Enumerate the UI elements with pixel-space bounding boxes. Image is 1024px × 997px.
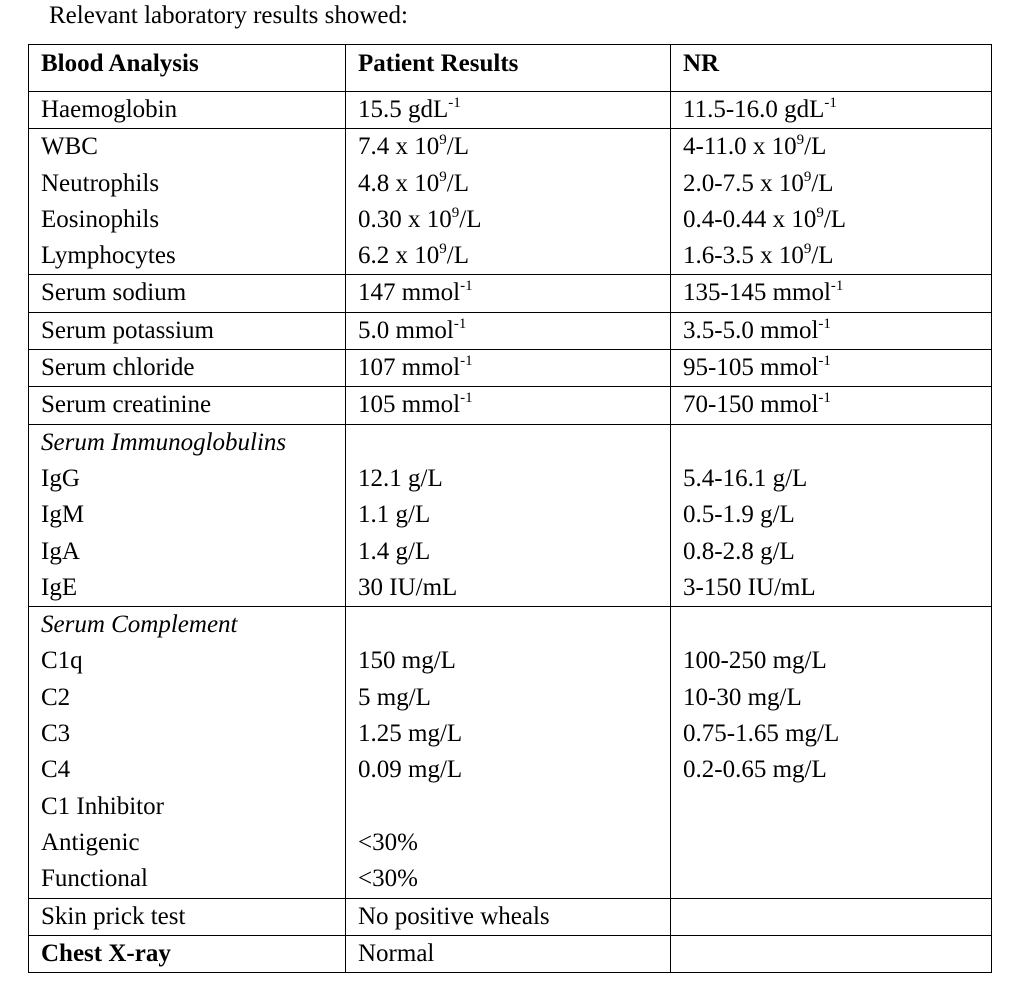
- analysis-line: [41, 716, 345, 752]
- range-line: [683, 275, 991, 311]
- analysis-line: [41, 350, 345, 386]
- analysis-cell: [29, 424, 346, 606]
- analysis-line: [41, 643, 345, 679]
- range-text: 95-105 mmol: [683, 354, 819, 382]
- result-line: [358, 534, 670, 570]
- analysis-line: [41, 461, 345, 497]
- header-patient-results: Patient Results: [346, 45, 671, 92]
- result-cell: [346, 935, 671, 972]
- result-text: Normal: [358, 939, 435, 967]
- result-text: 147 mmol: [358, 279, 461, 307]
- analysis-line: [41, 387, 345, 423]
- analysis-text: Haemoglobin: [41, 96, 178, 123]
- analysis-text: Functional: [41, 865, 148, 893]
- range-line: [683, 680, 991, 716]
- table-row: [29, 935, 992, 972]
- result-superscript: -1: [453, 315, 467, 332]
- range-text: 5.4-16.1 g/L: [683, 464, 808, 492]
- result-text: 0.30 x 10: [358, 205, 452, 233]
- range-line: [683, 497, 991, 533]
- range-cell: [671, 387, 992, 424]
- analysis-line: [41, 825, 345, 861]
- range-unit: /L: [811, 169, 834, 197]
- range-line: [683, 899, 991, 935]
- range-text: 0.4-0.44 x 10: [683, 205, 817, 233]
- result-line: [358, 936, 670, 972]
- range-cell: [671, 898, 992, 935]
- analysis-text: Serum chloride: [41, 354, 195, 382]
- range-text: 3-150 IU/mL: [683, 573, 816, 601]
- analysis-text: Serum Complement: [41, 611, 238, 639]
- result-line: [358, 825, 670, 861]
- range-line: [683, 643, 991, 679]
- table-header-row: [29, 45, 992, 92]
- range-text: 70-150 mmol: [683, 391, 819, 419]
- range-line: [683, 202, 991, 238]
- analysis-text: Serum Immunoglobulins: [41, 428, 287, 456]
- range-text: 2.0-7.5 x 10: [683, 169, 804, 197]
- analysis-cell: [29, 275, 346, 312]
- result-cell: [346, 387, 671, 424]
- analysis-line: [41, 789, 345, 825]
- range-line: [683, 534, 991, 570]
- result-line: [358, 570, 670, 606]
- analysis-line: [41, 899, 345, 935]
- result-unit: /L: [459, 205, 482, 233]
- result-line: [358, 275, 670, 311]
- table-row: [29, 387, 992, 424]
- result-superscript: -1: [460, 390, 473, 407]
- table-row: [29, 92, 992, 129]
- result-line: [358, 861, 670, 897]
- range-cell: [671, 424, 992, 606]
- range-text: 11.5-16.0 gdL: [683, 96, 825, 123]
- analysis-line: [41, 570, 345, 606]
- range-text: 0.5-1.9 g/L: [683, 501, 795, 529]
- range-line: [683, 425, 991, 461]
- analysis-text: IgA: [41, 537, 80, 565]
- result-unit: /L: [446, 242, 469, 270]
- analysis-text: C1 Inhibitor: [41, 792, 164, 820]
- range-line: [683, 350, 991, 386]
- range-cell: [671, 350, 992, 387]
- result-text: <30%: [358, 865, 418, 893]
- intro-text: Relevant laboratory results showed:: [49, 2, 408, 29]
- result-superscript: -1: [460, 278, 473, 295]
- result-line: [358, 425, 670, 461]
- range-text: 0.75-1.65 mg/L: [683, 720, 840, 748]
- range-unit: /L: [823, 205, 847, 233]
- result-text: 12.1 g/L: [358, 464, 443, 492]
- analysis-text: Lymphocytes: [41, 242, 176, 270]
- range-line: [683, 313, 991, 349]
- result-unit: /L: [446, 169, 469, 197]
- analysis-text: WBC: [41, 133, 98, 161]
- analysis-text: Eosinophils: [41, 205, 160, 233]
- range-superscript: -1: [824, 95, 837, 111]
- lab-results-table: [28, 44, 992, 973]
- result-superscript: -1: [460, 353, 473, 370]
- range-text: 0.8-2.8 g/L: [683, 537, 795, 565]
- table-row: [29, 350, 992, 387]
- result-superscript: 9: [439, 168, 447, 185]
- analysis-cell: [29, 387, 346, 424]
- result-text: 15.5 gdL: [358, 96, 449, 123]
- range-cell: [671, 92, 992, 129]
- result-text: 7.4 x 10: [358, 133, 440, 161]
- result-cell: [346, 129, 671, 275]
- result-text: 1.25 mg/L: [358, 720, 463, 748]
- range-unit: /L: [804, 133, 827, 161]
- analysis-cell: [29, 350, 346, 387]
- result-unit: /L: [446, 133, 469, 161]
- range-superscript: -1: [830, 278, 844, 295]
- result-line: [358, 350, 670, 386]
- result-text: 107 mmol: [358, 354, 461, 382]
- analysis-cell: [29, 92, 346, 129]
- result-cell: [346, 350, 671, 387]
- analysis-cell: [29, 312, 346, 349]
- range-line: [683, 716, 991, 752]
- result-superscript: 9: [439, 241, 447, 258]
- result-line: [358, 752, 670, 788]
- result-line: [358, 789, 670, 825]
- range-line: [683, 92, 991, 128]
- lab-results-body: [29, 45, 992, 973]
- analysis-text: C2: [41, 683, 71, 711]
- result-cell: [346, 275, 671, 312]
- analysis-text: IgG: [41, 464, 80, 492]
- range-superscript: 9: [796, 132, 805, 149]
- result-line: [358, 643, 670, 679]
- range-line: [683, 752, 991, 788]
- table-row: [29, 898, 992, 935]
- range-text: 100-250 mg/L: [683, 647, 827, 675]
- analysis-line: [41, 861, 345, 897]
- range-superscript: -1: [818, 315, 831, 332]
- result-text: 5.0 mmol: [358, 316, 454, 344]
- result-text: 1.1 g/L: [358, 501, 431, 529]
- range-text: 3.5-5.0 mmol: [683, 316, 819, 344]
- result-text: 105 mmol: [358, 391, 461, 419]
- result-line: [358, 461, 670, 497]
- range-superscript: 9: [816, 204, 824, 221]
- range-cell: [671, 275, 992, 312]
- analysis-line: [41, 607, 345, 643]
- result-text: 150 mg/L: [358, 647, 456, 675]
- range-line: [683, 825, 991, 861]
- range-text: 0.2-0.65 mg/L: [683, 756, 827, 784]
- range-text: 1.6-3.5 x 10: [683, 242, 804, 270]
- analysis-text: Skin prick test: [41, 902, 186, 930]
- result-cell: [346, 898, 671, 935]
- range-line: [683, 936, 991, 972]
- analysis-text: Chest X-ray: [41, 939, 171, 967]
- analysis-line: [41, 238, 345, 274]
- range-cell: [671, 607, 992, 898]
- result-superscript: -1: [448, 95, 461, 111]
- result-line: [358, 716, 670, 752]
- range-line: [683, 166, 991, 202]
- range-superscript: -1: [818, 353, 831, 370]
- analysis-text: C4: [41, 756, 71, 784]
- header-normal-range: NR: [671, 45, 992, 92]
- analysis-text: Antigenic: [41, 828, 140, 856]
- analysis-line: [41, 313, 345, 349]
- result-cell: [346, 312, 671, 349]
- result-text: 1.4 g/L: [358, 537, 431, 565]
- range-unit: /L: [811, 242, 834, 270]
- range-superscript: 9: [803, 241, 812, 258]
- analysis-text: C3: [41, 720, 71, 748]
- result-line: [358, 387, 670, 423]
- result-line: [358, 166, 670, 202]
- result-text: <30%: [358, 828, 418, 856]
- result-line: [358, 202, 670, 238]
- analysis-line: [41, 680, 345, 716]
- analysis-text: Serum creatinine: [41, 391, 212, 419]
- result-text: 30 IU/mL: [358, 573, 458, 601]
- result-text: 4.8 x 10: [358, 169, 440, 197]
- result-text: 6.2 x 10: [358, 242, 440, 270]
- table-row: [29, 424, 992, 606]
- analysis-cell: [29, 898, 346, 935]
- result-cell: [346, 92, 671, 129]
- result-line: [358, 92, 670, 128]
- result-line: [358, 313, 670, 349]
- analysis-text: Serum sodium: [41, 279, 187, 307]
- range-line: [683, 607, 991, 643]
- result-line: [358, 680, 670, 716]
- table-row: [29, 312, 992, 349]
- analysis-line: [41, 166, 345, 202]
- analysis-line: [41, 936, 345, 972]
- analysis-line: [41, 92, 345, 128]
- analysis-line: [41, 534, 345, 570]
- result-cell: [346, 607, 671, 898]
- analysis-line: [41, 129, 345, 165]
- result-superscript: 9: [439, 132, 447, 149]
- analysis-cell: [29, 607, 346, 898]
- range-line: [683, 387, 991, 423]
- range-cell: [671, 312, 992, 349]
- analysis-text: Neutrophils: [41, 169, 160, 197]
- table-row: [29, 607, 992, 898]
- result-text: No positive wheals: [358, 902, 550, 930]
- header-blood-analysis: Blood Analysis: [29, 45, 346, 92]
- analysis-cell: [29, 935, 346, 972]
- result-line: [358, 129, 670, 165]
- range-line: [683, 861, 991, 897]
- result-superscript: 9: [451, 204, 460, 221]
- table-row: [29, 129, 992, 275]
- range-superscript: 9: [803, 168, 812, 185]
- result-cell: [346, 424, 671, 606]
- range-superscript: -1: [818, 390, 831, 407]
- range-text: 4-11.0 x 10: [683, 133, 797, 161]
- analysis-line: [41, 202, 345, 238]
- analysis-text: IgM: [41, 501, 85, 529]
- analysis-text: Serum potassium: [41, 316, 214, 344]
- range-line: [683, 461, 991, 497]
- range-cell: [671, 129, 992, 275]
- range-line: [683, 789, 991, 825]
- analysis-line: [41, 497, 345, 533]
- result-line: [358, 899, 670, 935]
- range-cell: [671, 935, 992, 972]
- result-line: [358, 238, 670, 274]
- table-row: [29, 275, 992, 312]
- analysis-line: [41, 425, 345, 461]
- range-text: 135-145 mmol: [683, 279, 831, 307]
- analysis-line: [41, 752, 345, 788]
- result-line: [358, 607, 670, 643]
- analysis-line: [41, 275, 345, 311]
- result-line: [358, 497, 670, 533]
- analysis-cell: [29, 129, 346, 275]
- range-line: [683, 238, 991, 274]
- result-text: 0.09 mg/L: [358, 756, 463, 784]
- result-text: 5 mg/L: [358, 683, 431, 711]
- analysis-text: IgE: [41, 573, 78, 601]
- range-line: [683, 129, 991, 165]
- range-line: [683, 570, 991, 606]
- analysis-text: C1q: [41, 647, 83, 675]
- range-text: 10-30 mg/L: [683, 683, 802, 711]
